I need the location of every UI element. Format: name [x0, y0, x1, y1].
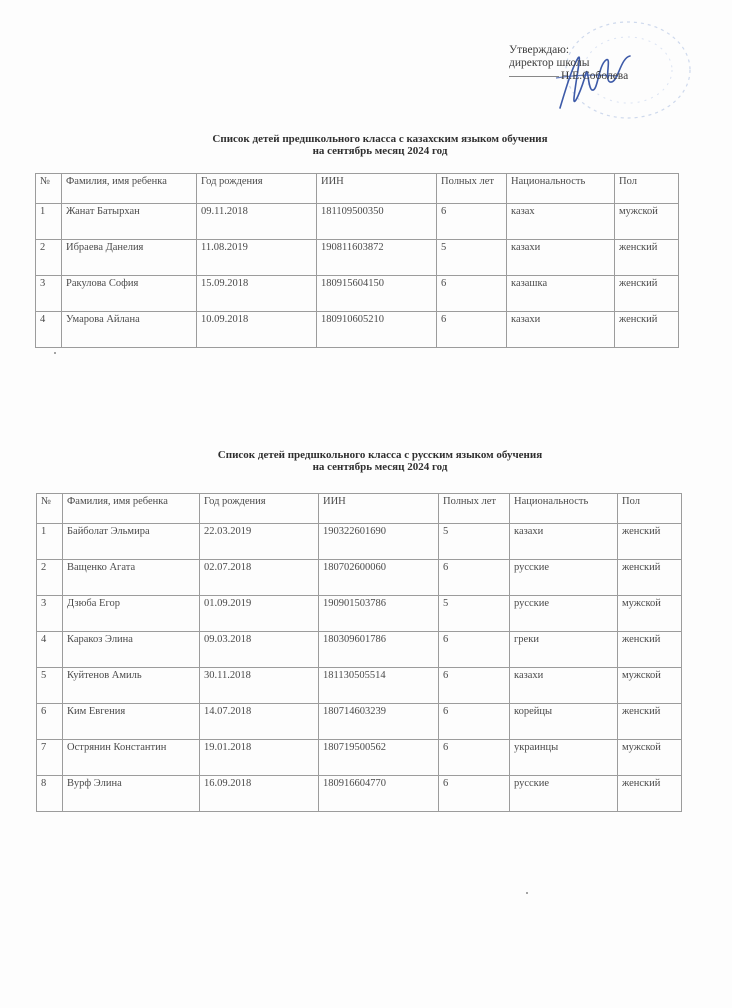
table-row	[37, 776, 682, 812]
cell-number: 1	[37, 524, 63, 560]
cell-nationality: греки	[510, 632, 618, 668]
cell-age: 5	[437, 240, 507, 276]
cell-age: 6	[437, 204, 507, 240]
approval-signature-line	[509, 70, 628, 83]
cell-age: 6	[439, 704, 510, 740]
cell-number: 4	[36, 312, 62, 348]
table-row	[37, 596, 682, 632]
header-name: Фамилия, имя ребенка	[62, 174, 197, 204]
header-gender: Пол	[618, 494, 682, 524]
cell-iin: 180916604770	[319, 776, 439, 812]
header-birth-date: Год рождения	[197, 174, 317, 204]
cell-age: 5	[439, 524, 510, 560]
table-row	[36, 204, 679, 240]
cell-nationality: казахи	[507, 312, 615, 348]
cell-age: 6	[439, 740, 510, 776]
cell-gender: женский	[615, 312, 679, 348]
table2-title-line1: Список детей предшкольного класса с русским языком обучения	[217, 449, 543, 461]
table-row	[36, 312, 679, 348]
cell-iin: 180915604150	[317, 276, 437, 312]
cell-nationality: казахи	[507, 240, 615, 276]
cell-birth-date: 19.01.2018	[200, 740, 319, 776]
scan-speck	[54, 352, 56, 354]
cell-iin: 190811603872	[317, 240, 437, 276]
table1-title	[120, 133, 640, 157]
cell-number: 6	[37, 704, 63, 740]
cell-name: Острянин Константин	[63, 740, 200, 776]
cell-nationality: казахи	[510, 668, 618, 704]
cell-iin: 190322601690	[319, 524, 439, 560]
cell-birth-date: 10.09.2018	[197, 312, 317, 348]
table-row	[37, 524, 682, 560]
cell-gender: женский	[618, 704, 682, 740]
table-row	[37, 704, 682, 740]
cell-nationality: русские	[510, 560, 618, 596]
cell-number: 7	[37, 740, 63, 776]
table-row	[37, 632, 682, 668]
header-iin: ИИН	[317, 174, 437, 204]
cell-gender: мужской	[618, 596, 682, 632]
cell-nationality: казах	[507, 204, 615, 240]
header-number: №	[37, 494, 63, 524]
cell-name: Ракулова София	[62, 276, 197, 312]
cell-gender: мужской	[615, 204, 679, 240]
approval-block	[509, 44, 628, 83]
cell-name: Байболат Эльмира	[63, 524, 200, 560]
cell-gender: женский	[615, 240, 679, 276]
cell-birth-date: 09.03.2018	[200, 632, 319, 668]
cell-number: 2	[37, 560, 63, 596]
cell-iin: 180702600060	[319, 560, 439, 596]
table-row	[36, 240, 679, 276]
header-age: Полных лет	[437, 174, 507, 204]
cell-number: 3	[36, 276, 62, 312]
cell-birth-date: 15.09.2018	[197, 276, 317, 312]
cell-age: 6	[439, 560, 510, 596]
header-name: Фамилия, имя ребенка	[63, 494, 200, 524]
cell-name: Вурф Элина	[63, 776, 200, 812]
cell-nationality: русские	[510, 596, 618, 632]
cell-name: Ибраева Данелия	[62, 240, 197, 276]
cell-gender: женский	[618, 776, 682, 812]
cell-iin: 181130505514	[319, 668, 439, 704]
cell-gender: женский	[618, 524, 682, 560]
scan-speck	[526, 892, 528, 894]
cell-name: Жанат Батырхан	[62, 204, 197, 240]
header-nationality: Национальность	[510, 494, 618, 524]
cell-iin: 180719500562	[319, 740, 439, 776]
table2-title-line2: на сентябрь месяц 2024 год	[312, 461, 448, 473]
table1-title-line2: на сентябрь месяц 2024 год	[312, 145, 448, 157]
cell-age: 6	[439, 668, 510, 704]
cell-age: 5	[439, 596, 510, 632]
cell-name: Каракоз Элина	[63, 632, 200, 668]
header-number: №	[36, 174, 62, 204]
approval-label: Утверждаю:	[509, 44, 570, 56]
cell-birth-date: 09.11.2018	[197, 204, 317, 240]
cell-iin: 190901503786	[319, 596, 439, 632]
cell-iin: 180309601786	[319, 632, 439, 668]
cell-number: 5	[37, 668, 63, 704]
table-row	[36, 276, 679, 312]
table-row	[37, 740, 682, 776]
table-header-row	[36, 174, 679, 204]
table2-title	[120, 449, 640, 473]
cell-age: 6	[437, 276, 507, 312]
approval-position: директор школы	[509, 57, 590, 69]
cell-iin: 180714603239	[319, 704, 439, 740]
cell-name: Куйтенов Амиль	[63, 668, 200, 704]
cell-nationality: казашка	[507, 276, 615, 312]
table1-title-line1: Список детей предшкольного класса с казахским языком обучения	[212, 133, 548, 145]
header-gender: Пол	[615, 174, 679, 204]
cell-gender: женский	[615, 276, 679, 312]
cell-nationality: украинцы	[510, 740, 618, 776]
cell-gender: женский	[618, 560, 682, 596]
cell-nationality: русские	[510, 776, 618, 812]
cell-birth-date: 30.11.2018	[200, 668, 319, 704]
cell-name: Дзюба Егор	[63, 596, 200, 632]
header-birth-date: Год рождения	[200, 494, 319, 524]
cell-number: 8	[37, 776, 63, 812]
cell-birth-date: 11.08.2019	[197, 240, 317, 276]
cell-number: 3	[37, 596, 63, 632]
cell-nationality: корейцы	[510, 704, 618, 740]
cell-gender: женский	[618, 632, 682, 668]
cell-birth-date: 16.09.2018	[200, 776, 319, 812]
cell-birth-date: 22.03.2019	[200, 524, 319, 560]
cell-age: 6	[439, 632, 510, 668]
header-nationality: Национальность	[507, 174, 615, 204]
cell-birth-date: 01.09.2019	[200, 596, 319, 632]
header-iin: ИИН	[319, 494, 439, 524]
cell-name: Умарова Айлана	[62, 312, 197, 348]
cell-birth-date: 14.07.2018	[200, 704, 319, 740]
cell-number: 2	[36, 240, 62, 276]
table-russian-class	[36, 493, 682, 812]
cell-age: 6	[439, 776, 510, 812]
approval-name: Н.Е.Соболева	[561, 70, 629, 82]
cell-birth-date: 02.07.2018	[200, 560, 319, 596]
cell-age: 6	[437, 312, 507, 348]
table-row	[37, 560, 682, 596]
cell-number: 1	[36, 204, 62, 240]
cell-number: 4	[37, 632, 63, 668]
cell-gender: мужской	[618, 668, 682, 704]
cell-iin: 181109500350	[317, 204, 437, 240]
cell-gender: мужской	[618, 740, 682, 776]
cell-iin: 180910605210	[317, 312, 437, 348]
cell-name: Ващенко Агата	[63, 560, 200, 596]
header-age: Полных лет	[439, 494, 510, 524]
table-header-row	[37, 494, 682, 524]
table-kazakh-class	[35, 173, 679, 348]
cell-nationality: казахи	[510, 524, 618, 560]
signature-underline	[509, 76, 559, 77]
table-row	[37, 668, 682, 704]
cell-name: Ким Евгения	[63, 704, 200, 740]
